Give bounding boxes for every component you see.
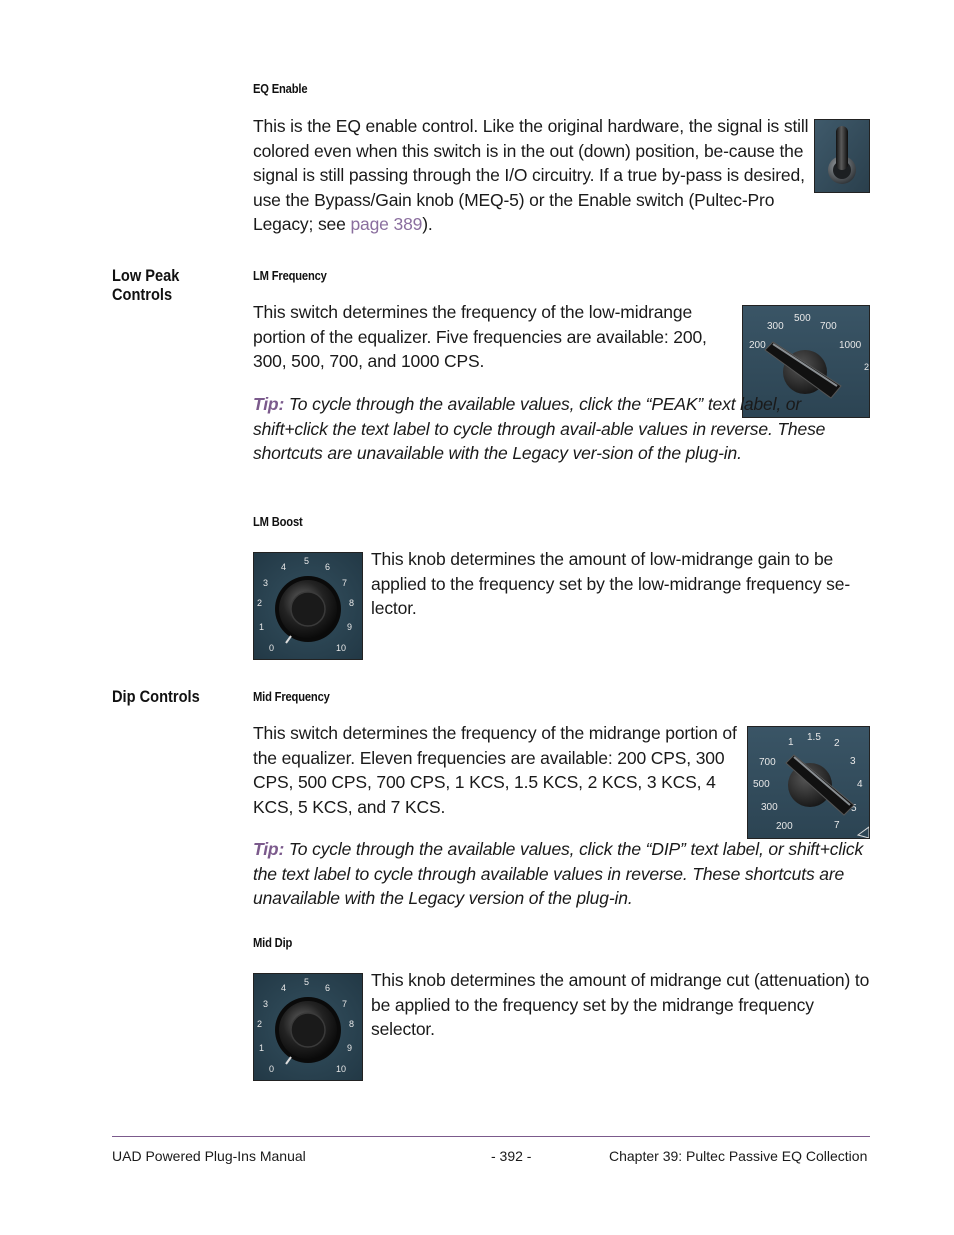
knob-dial-label: 2 bbox=[257, 598, 263, 608]
lm-frequency-paragraph: This switch determines the frequency of the low-midrange portion of the equalizer. Five frequencies are available: 200, 300, 500, 700, and 1000 CPS. bbox=[253, 302, 707, 372]
low-peak-tip bbox=[253, 392, 863, 466]
page-389-link[interactable]: page 389 bbox=[350, 214, 423, 235]
eq-enable-toggle-image bbox=[814, 119, 870, 193]
knob-dial-label: 7 bbox=[342, 578, 348, 588]
lm-boost-heading: LM Boost bbox=[253, 514, 303, 529]
eq-enable-paragraph bbox=[253, 114, 813, 237]
mid-dip-heading: Mid Dip bbox=[253, 935, 293, 950]
footer-manual-title: UAD Powered Plug-Ins Manual bbox=[112, 1148, 306, 1164]
mid-freq-dial-label: 7 bbox=[834, 820, 840, 831]
low-peak-heading-line1: Low Peak bbox=[112, 266, 180, 285]
mid-freq-dial-label: 700 bbox=[759, 757, 776, 768]
knob-dial-label: 4 bbox=[281, 983, 287, 993]
low-peak-heading-line2: Controls bbox=[112, 285, 173, 304]
knob-dial-label: 4 bbox=[281, 562, 287, 572]
mid-frequency-selector-image bbox=[747, 726, 870, 839]
dip-tip bbox=[253, 837, 873, 911]
eq-enable-heading: EQ Enable bbox=[253, 81, 308, 96]
knob-dial-label: 0 bbox=[269, 1064, 275, 1074]
knob-dial-label: 5 bbox=[304, 556, 310, 566]
mid-freq-dial-label: 300 bbox=[761, 802, 778, 813]
mid-freq-dial-label: 1 bbox=[788, 737, 794, 748]
footer-divider bbox=[112, 1136, 870, 1137]
knob-dial-label: 5 bbox=[304, 977, 310, 987]
mid-frequency-heading: Mid Frequency bbox=[253, 689, 330, 704]
lm-freq-dial-label: 700 bbox=[820, 321, 837, 332]
tip-label: Tip: bbox=[253, 839, 285, 859]
footer-chapter-title: Chapter 39: Pultec Passive EQ Collection bbox=[609, 1148, 868, 1164]
knob-dial-label: 9 bbox=[347, 622, 353, 632]
lm-freq-dial-label: 1000 bbox=[839, 340, 862, 351]
knob-dial-label: 6 bbox=[325, 983, 331, 993]
knob-dial-label: 1 bbox=[259, 622, 265, 632]
mid-freq-dial-label: 2 bbox=[834, 738, 840, 749]
mid-freq-dial-label: 1.5 bbox=[807, 732, 821, 743]
knob-dial-label: 2 bbox=[257, 1019, 263, 1029]
knob-dial-label: 7 bbox=[342, 999, 348, 1009]
mid-freq-dial-label: 3 bbox=[850, 756, 856, 767]
lm-freq-dial-label: 300 bbox=[767, 321, 784, 332]
mid-freq-dial-label: 5 bbox=[851, 803, 857, 814]
eq-enable-text-end: ). bbox=[422, 214, 433, 235]
svg-text:2: 2 bbox=[864, 362, 869, 372]
knob-dial-label: 6 bbox=[325, 562, 331, 572]
mid-dip-knob-image bbox=[253, 973, 363, 1081]
mid-freq-dial-label: 500 bbox=[753, 779, 770, 790]
mid-frequency-paragraph: This switch determines the frequency of the midrange portion of the equalizer. Eleven frequencies are available: 200 CPS, 300 CPS, 500 CPS, 700 CPS, 1 KCS, 1.5 KCS, 2 KCS, 3 KCS, 4 KCS, 5 KCS, and 7 KCS. bbox=[253, 723, 737, 817]
dip-controls-heading: Dip Controls bbox=[112, 687, 200, 706]
knob-dial-label: 8 bbox=[349, 598, 355, 608]
lm-boost-paragraph: This knob determines the amount of low-midrange gain to be applied to the frequency set by the low-midrange frequency se-lector. bbox=[371, 549, 851, 619]
lm-boost-knob-image bbox=[253, 552, 363, 660]
knob-dial-label: 9 bbox=[347, 1043, 353, 1053]
eq-enable-text: This is the EQ enable control. Like the original hardware, the signal is still colored even when this switch is in the out (down) position, be-cause the signal is still passing through the I/O circuitry. If a true by-pass is desired, use the Bypass/Gain knob (MEQ-5) or the Enable switch (Pultec-Pro Legacy; see bbox=[253, 116, 809, 235]
mid-freq-dial-label: 4 bbox=[857, 779, 863, 790]
tip-text: To cycle through the available values, click the “PEAK” text label, or shift+click the text label to cycle through avail-able values in reverse. These shortcuts are unavailable with the Legacy ver-sion of the plug-in. bbox=[253, 394, 826, 464]
mid-freq-dial-label: 200 bbox=[776, 821, 793, 832]
tip-text: To cycle through the available values, click the “DIP” text label, or shift+click the text label to cycle through available values in reverse. These shortcuts are unavailable with the Legacy version of the plug-in. bbox=[253, 839, 864, 909]
lm-freq-dial-label: 500 bbox=[794, 313, 811, 324]
knob-dial-label: 10 bbox=[336, 643, 347, 653]
mid-dip-paragraph: This knob determines the amount of midrange cut (attenuation) to be applied to the frequency set by the midrange frequency selector. bbox=[371, 970, 870, 1040]
knob-dial-label: 3 bbox=[263, 999, 269, 1009]
knob-dial-label: 0 bbox=[269, 643, 275, 653]
lm-frequency-heading: LM Frequency bbox=[253, 268, 327, 283]
lm-freq-dial-label: 200 bbox=[749, 340, 766, 351]
footer-page-number: - 392 - bbox=[491, 1148, 532, 1164]
knob-dial-label: 1 bbox=[259, 1043, 265, 1053]
tip-label: Tip: bbox=[253, 394, 285, 414]
knob-dial-label: 3 bbox=[263, 578, 269, 588]
knob-dial-label: 8 bbox=[349, 1019, 355, 1029]
knob-dial-label: 10 bbox=[336, 1064, 347, 1074]
low-peak-controls-heading bbox=[112, 266, 179, 304]
